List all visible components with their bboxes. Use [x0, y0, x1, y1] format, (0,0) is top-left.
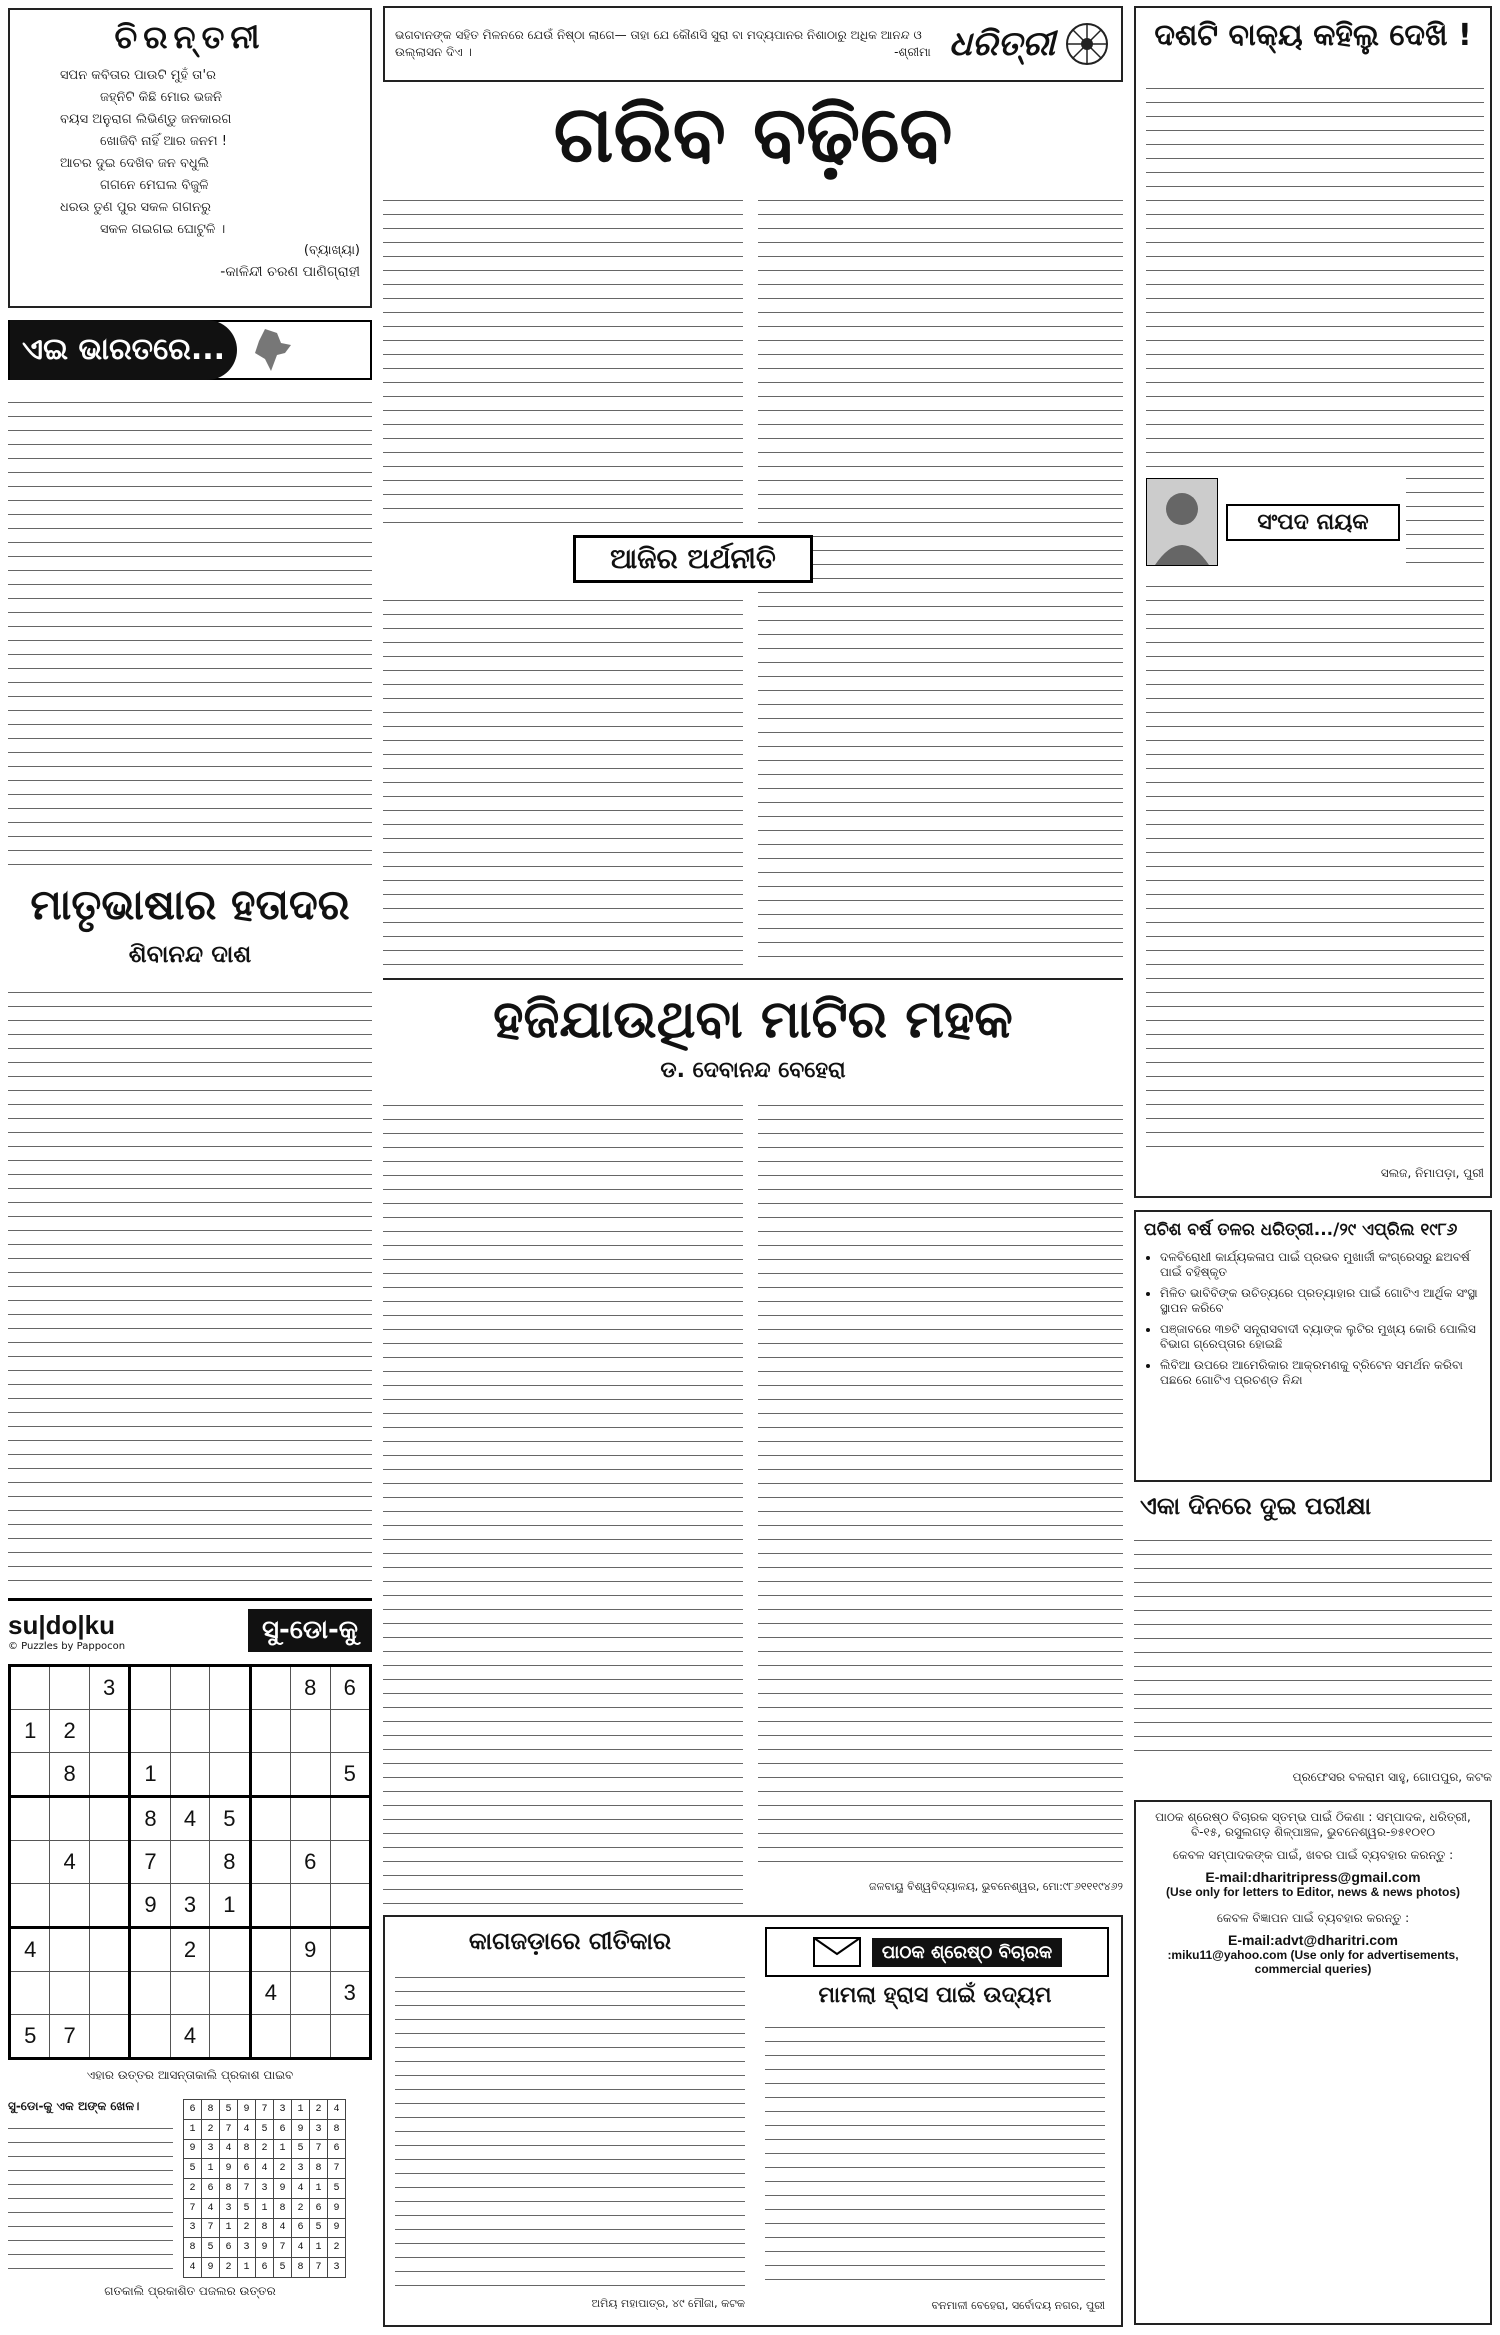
solution-cell: 8 [292, 2258, 310, 2278]
solution-cell: 3 [202, 2139, 220, 2159]
sudoku-cell[interactable] [330, 1884, 371, 1928]
solution-cell: 3 [220, 2198, 238, 2218]
right-article-b [1406, 468, 1484, 568]
india-article [8, 392, 372, 870]
column-badge: ଆଜିର ଅର୍ଥନୀତି [573, 535, 813, 583]
sudoku-cell[interactable] [170, 1753, 209, 1797]
solution-cell: 7 [238, 2179, 256, 2199]
solution-cell: 2 [310, 2100, 328, 2120]
sudoku-cell[interactable] [50, 1928, 89, 1972]
sudoku-cell[interactable] [170, 1841, 209, 1884]
feature-author: ଡ. ଦେବାନନ୍ଦ ବେହେରା [660, 1058, 846, 1083]
sudoku-cell[interactable] [250, 1797, 290, 1841]
sudoku-cell[interactable] [170, 1972, 209, 2015]
solution-cell: 5 [256, 2119, 274, 2139]
india-map-icon [245, 325, 295, 375]
sudoku-cell[interactable] [89, 1972, 129, 2015]
reader-title: ମାମଲା ହ୍ରାସ ପାଇଁ ଉଦ୍ୟମ [818, 1983, 1052, 2008]
poem-note: (ବ୍ୟାଖ୍ୟା) [303, 243, 360, 258]
sudoku-cell[interactable] [89, 1710, 129, 1753]
solution-cell: 2 [202, 2119, 220, 2139]
solution-cell: 6 [328, 2139, 346, 2159]
sudoku-cell[interactable] [250, 1884, 290, 1928]
letters-title: କାଗଜଡ଼ାରେ ଗୀତିକାର [468, 1927, 672, 1955]
solution-cell: 5 [274, 2258, 292, 2278]
solution-cell: 6 [220, 2238, 238, 2258]
solution-cell: 4 [274, 2218, 292, 2238]
solution-cell: 7 [274, 2238, 292, 2258]
sudoku-cell[interactable] [330, 1710, 371, 1753]
sudoku-cell[interactable]: 2 [170, 1928, 209, 1972]
sudoku-box [8, 1598, 372, 2331]
sudoku-cell[interactable]: 8 [50, 1753, 89, 1797]
solution-cell: 4 [202, 2198, 220, 2218]
sudoku-cell[interactable] [10, 1884, 50, 1928]
sudoku-cell[interactable]: 1 [210, 1884, 250, 1928]
solution-cell: 8 [274, 2198, 292, 2218]
feature-article-col2 [758, 1095, 1123, 1875]
sudoku-credit: © Puzzles by Pappocon [8, 1640, 126, 1652]
solution-cell: 7 [310, 2139, 328, 2159]
solution-cell: 7 [328, 2159, 346, 2179]
right-feature-box [1134, 6, 1492, 1198]
sudoku-cell[interactable]: 3 [170, 1884, 209, 1928]
history-item: • ମିଳିତ ଭାବିବିଙ୍କ ଉଚିତ୍ୟରେ ପ୍ରତ୍ୟାହାର ପାଇଁ ଗୋଟିଏ ଆର୍ଥିକ ସଂସ୍ଥା ସ୍ଥାପନ କରିବେ [1160, 1286, 1482, 1316]
right-title: ଦଶଟି ବାକ୍ୟ କହିଲୁ ଦେଖି ! [1154, 18, 1472, 53]
sudoku-cell[interactable] [330, 2015, 371, 2059]
solution-cell: 6 [274, 2119, 292, 2139]
solution-cell: 6 [292, 2218, 310, 2238]
sudoku-cell[interactable] [291, 1710, 330, 1753]
solution-cell: 1 [310, 2179, 328, 2199]
sudoku-cell[interactable] [50, 1797, 89, 1841]
solution-cell: 4 [256, 2159, 274, 2179]
email-ad-2[interactable]: :miku11@yahoo.com (Use only for advertisements, commercial queries) [1167, 1948, 1459, 1976]
email-editor-note: (Use only for letters to Editor, news & news photos) [1165, 1885, 1461, 1899]
solution-cell: 1 [292, 2100, 310, 2120]
sudoku-cell[interactable] [50, 1666, 89, 1710]
sudoku-cell[interactable]: 9 [291, 1928, 330, 1972]
sudoku-cell[interactable] [210, 1710, 250, 1753]
sudoku-cell[interactable] [250, 1666, 290, 1710]
sudoku-solution-grid [183, 2099, 346, 2278]
sudoku-cell[interactable]: 4 [170, 2015, 209, 2059]
sudoku-cell[interactable]: 8 [210, 1841, 250, 1884]
solution-cell: 8 [184, 2238, 202, 2258]
sudoku-cell[interactable] [250, 1928, 290, 1972]
sudoku-cell[interactable]: 3 [330, 1972, 371, 2015]
solution-cell: 9 [184, 2139, 202, 2159]
solution-cell: 8 [310, 2159, 328, 2179]
history-item: • ପଞ୍ଜାବରେ ୩୭ଟି ସନ୍ତ୍ରାସବାଦୀ ବ୍ୟାଙ୍କ ଲୁଟିର ମୁଖ୍ୟ କୋରି ପୋଲିସ ବିଭାଗ ଗ୍ରେପ୍ତାର ହୋଇଛି [1160, 1322, 1482, 1352]
solution-cell: 2 [184, 2179, 202, 2199]
solution-cell: 4 [238, 2119, 256, 2139]
reader-article [765, 2017, 1105, 2292]
solution-cell: 8 [328, 2119, 346, 2139]
sudoku-cell[interactable] [10, 1972, 50, 2015]
quote-author: -ଶ୍ରୀମା [894, 45, 931, 59]
sudoku-cell[interactable]: 5 [210, 1797, 250, 1841]
sudoku-cell[interactable]: 2 [50, 1710, 89, 1753]
left-column [8, 0, 372, 2335]
mother-author: ଶିବାନନ୍ଦ ଦାଶ [128, 940, 252, 968]
sudoku-cell[interactable]: 8 [130, 1797, 170, 1841]
sudoku-cell[interactable]: 4 [250, 1972, 290, 2015]
sudoku-cell[interactable] [10, 1666, 50, 1710]
history-title: ପଚିଶ ବର୍ଷ ତଳର ଧରିତ୍ରୀ.../୨୯ ଏପ୍ରିଲ ୧୯୮୬ [1144, 1220, 1458, 1240]
lead-article-col1b [383, 590, 743, 970]
sudoku-cell[interactable]: 4 [10, 1928, 50, 1972]
sudoku-cell[interactable] [89, 1753, 129, 1797]
solution-cell: 5 [202, 2238, 220, 2258]
sudoku-cell[interactable] [89, 1884, 129, 1928]
sudoku-cell[interactable] [291, 1972, 330, 2015]
ad-label: କେବଳ ବିଜ୍ଞାପନ ପାଇଁ ବ୍ୟବହାର କରନ୍ତୁ : [1216, 1911, 1410, 1925]
sudoku-cell[interactable] [130, 1666, 170, 1710]
sudoku-cell[interactable]: 8 [291, 1666, 330, 1710]
solution-cell: 5 [238, 2198, 256, 2218]
sun-wheel-icon [1063, 20, 1111, 68]
solution-cell: 9 [274, 2179, 292, 2199]
exam-article [1134, 1530, 1492, 1760]
solution-cell: 1 [184, 2119, 202, 2139]
sudoku-cell[interactable] [250, 1753, 290, 1797]
mother-article [8, 982, 372, 1582]
sudoku-cell[interactable] [250, 1710, 290, 1753]
solution-cell: 7 [310, 2258, 328, 2278]
sudoku-cell[interactable]: 4 [170, 1797, 209, 1841]
solution-cell: 9 [256, 2238, 274, 2258]
solution-cell: 9 [220, 2159, 238, 2179]
solution-cell: 4 [292, 2179, 310, 2199]
solution-cell: 3 [274, 2100, 292, 2120]
sudoku-cell[interactable] [89, 1797, 129, 1841]
sudoku-cell[interactable] [291, 1753, 330, 1797]
lead-article-col1 [383, 190, 743, 530]
sudoku-cell[interactable] [10, 1841, 50, 1884]
poem-lines [20, 65, 360, 241]
poem-box [8, 8, 372, 308]
sudoku-cell[interactable]: 3 [89, 1666, 129, 1710]
solution-cell: 9 [292, 2119, 310, 2139]
poem-line: ଜହ୍ନିଟି କିଛି ମୋର ଭଜନି [100, 90, 223, 105]
sudoku-caption: ଏହାର ଉତ୍ତର ଆସନ୍ତାକାଲି ପ୍ରକାଶ ପାଇବ [86, 2068, 294, 2082]
sudoku-rules-title: ସୁ-ଡୋ-କୁ ଏକ ଅଙ୍କ ଖେଳ। [8, 2099, 140, 2113]
sudoku-odia-title: ସୁ-ଡୋ-କୁ [248, 1609, 372, 1652]
sudoku-cell[interactable] [330, 1797, 371, 1841]
solution-cell: 3 [310, 2119, 328, 2139]
person-icon [1147, 479, 1217, 565]
contact-box [1134, 1800, 1492, 2325]
solution-cell: 4 [292, 2238, 310, 2258]
solution-cell: 2 [256, 2139, 274, 2159]
solution-cell: 5 [328, 2179, 346, 2199]
history-item: • ଲିବିଆ ଉପରେ ଆମେରିକାର ଆକ୍ରମଣକୁ ବ୍ରିଟେନ ସମର୍ଥନ କରିବା ପଛରେ ଗୋଟିଏ ପ୍ରଚଣ୍ଡ ନିନ୍ଦା [1160, 1358, 1482, 1388]
poem-line: ଧରଉ ତୁଣ ପୁର ସକଳ ଗଗନରୁ [60, 200, 211, 215]
solution-cell: 1 [238, 2258, 256, 2278]
solution-cell: 8 [238, 2139, 256, 2159]
poem-line: ଆଚର ଦୁଇ ଦେଖିବ ଜନ ବଧୁଲି [60, 156, 209, 171]
center-column [383, 0, 1123, 2335]
sudoku-cell[interactable] [89, 1928, 129, 1972]
quote-masthead-box [383, 6, 1123, 82]
poem-line: ସପନ କବିତାର ପାଉଟି ମୁହଁ ତା'ର [60, 68, 216, 83]
sudoku-cell[interactable] [10, 1797, 50, 1841]
exam-title: ଏକା ଦିନରେ ଦୁଇ ପରୀକ୍ଷା [1140, 1492, 1372, 1520]
poem-line: ଖୋଜିବି ନାହିଁ ଆର ଜନମ ! [100, 134, 227, 149]
solution-cell: 4 [220, 2139, 238, 2159]
sudoku-cell[interactable] [250, 1841, 290, 1884]
sudoku-footer: ଗତକାଲି ପ୍ରକାଶିତ ପଜଲର ଉତ୍ତର [104, 2284, 276, 2298]
poem-line: ସକଳ ଗଇଗଇ ଘୋଟୁଳି । [100, 222, 226, 237]
sudoku-brand: su|do|ku [8, 1609, 115, 1640]
history-list [1144, 1250, 1482, 1388]
solution-cell: 6 [256, 2258, 274, 2278]
reader-badge-box [765, 1927, 1109, 1977]
sudoku-cell[interactable] [210, 1928, 250, 1972]
solution-cell: 1 [256, 2198, 274, 2218]
top-quote: ଭଗବାନଙ୍କ ସହିତ ମିଳନରେ ଯେଉଁ ନିଷ୍ଠା ଲାଗେ— ତାହା ଯେ କୌଣସି ସୁରା ବା ମଦ୍ୟପାନର ନିଶାଠାରୁ ଅଧିକ ଆନନ୍ଦ ଓ ଉଲ୍ଲାସନ ଦିଏ । [395, 28, 922, 59]
solution-cell: 3 [328, 2258, 346, 2278]
india-title: ଏଇ ଭାରତରେ... [10, 320, 237, 380]
letters-author: ଅମିୟ ମହାପାତ୍ର, ୪୯ ମୌଜା, କଟକ [591, 2297, 745, 2310]
solution-cell: 7 [184, 2198, 202, 2218]
solution-cell: 5 [310, 2218, 328, 2238]
envelope-icon [812, 1936, 862, 1968]
solution-cell: 5 [220, 2100, 238, 2120]
india-banner [8, 320, 372, 380]
sudoku-cell[interactable] [210, 1972, 250, 2015]
sudoku-cell[interactable] [250, 2015, 290, 2059]
right-column [1134, 0, 1492, 2335]
solution-cell: 4 [184, 2258, 202, 2278]
solution-cell: 1 [274, 2139, 292, 2159]
sudoku-cell[interactable] [130, 2015, 170, 2059]
sudoku-cell[interactable]: 6 [291, 1841, 330, 1884]
sudoku-cell[interactable] [50, 1884, 89, 1928]
mother-title: ମାତୃଭାଷାର ହତାଦର [30, 880, 350, 929]
email-ad[interactable]: E-mail:advt@dharitri.com [1227, 1932, 1399, 1948]
sudoku-cell[interactable] [89, 1841, 129, 1884]
reader-author: ବନମାଳୀ ବେହେରା, ସର୍ବୋଦୟ ନଗର, ପୁରୀ [931, 2299, 1105, 2312]
solution-cell: 9 [328, 2198, 346, 2218]
sudoku-cell[interactable] [10, 1753, 50, 1797]
lead-title: ଗରିବ ବଢ଼ିବେ [553, 90, 953, 180]
sudoku-header [8, 1609, 372, 1652]
solution-cell: 7 [256, 2100, 274, 2120]
sudoku-cell[interactable]: 7 [50, 2015, 89, 2059]
history-box [1134, 1210, 1492, 1482]
solution-cell: 1 [220, 2218, 238, 2238]
poem-title: ଚିରନ୍ତନୀ [114, 18, 266, 56]
contact-email-label: କେବଳ ସମ୍ପାଦକଙ୍କ ପାଇଁ, ଖବର ପାଇଁ ବ୍ୟବହାର କରନ୍ତୁ : [1172, 1848, 1454, 1862]
solution-cell: 5 [292, 2139, 310, 2159]
sudoku-cell[interactable] [291, 1884, 330, 1928]
sudoku-cell[interactable] [330, 1841, 371, 1884]
sudoku-cell[interactable]: 5 [10, 2015, 50, 2059]
solution-cell: 6 [184, 2100, 202, 2120]
letters-box [383, 1915, 1123, 2327]
solution-cell: 7 [220, 2119, 238, 2139]
author-photo [1146, 478, 1218, 566]
solution-cell: 2 [292, 2198, 310, 2218]
sudoku-cell[interactable] [210, 1753, 250, 1797]
sudoku-cell[interactable] [170, 1710, 209, 1753]
right-article-c [1146, 576, 1484, 1156]
solution-cell: 8 [220, 2179, 238, 2199]
sudoku-cell[interactable] [291, 1797, 330, 1841]
solution-cell: 3 [292, 2159, 310, 2179]
solution-cell: 1 [310, 2238, 328, 2258]
solution-cell: 2 [328, 2238, 346, 2258]
sudoku-cell[interactable]: 6 [330, 1666, 371, 1710]
email-editor[interactable]: E-mail:dharitripress@gmail.com [1205, 1869, 1421, 1885]
sudoku-cell[interactable] [89, 2015, 129, 2059]
solution-cell: 5 [184, 2159, 202, 2179]
right-signoff: ସଲଜ, ନିମାପଡ଼ା, ପୁରୀ [1380, 1166, 1484, 1180]
sudoku-cell[interactable]: 1 [10, 1710, 50, 1753]
sudoku-cell[interactable] [50, 1972, 89, 2015]
sudoku-cell[interactable] [330, 1928, 371, 1972]
sudoku-cell[interactable] [291, 2015, 330, 2059]
sudoku-cell[interactable]: 4 [50, 1841, 89, 1884]
sudoku-cell[interactable] [130, 1710, 170, 1753]
feature-title: ହଜିଯାଉଥିବା ମାଟିର ମହକ [493, 990, 1013, 1050]
sudoku-cell[interactable] [130, 1928, 170, 1972]
solution-cell: 9 [328, 2218, 346, 2238]
history-item: • ଦଳବିରୋଧୀ କାର୍ଯ୍ୟକଳାପ ପାଇଁ ପ୍ରଭବ ମୁଖାର୍ଜୀ କଂଗ୍ରେସରୁ ଛଅବର୍ଷ ପାଇଁ ବହିଷ୍କୃତ [1160, 1250, 1482, 1280]
solution-cell: 2 [220, 2258, 238, 2278]
solution-cell: 6 [202, 2179, 220, 2199]
solution-cell: 6 [238, 2159, 256, 2179]
sudoku-cell[interactable] [210, 1666, 250, 1710]
feature-article-col1 [383, 1095, 743, 1905]
solution-cell: 2 [274, 2159, 292, 2179]
solution-cell: 7 [202, 2218, 220, 2238]
sudoku-grid[interactable] [8, 1664, 372, 2060]
solution-cell: 2 [238, 2218, 256, 2238]
solution-cell: 8 [202, 2100, 220, 2120]
solution-cell: 3 [238, 2238, 256, 2258]
sudoku-cell[interactable] [210, 2015, 250, 2059]
poem-line: ଗଗନେ ମେଘଲ ବିଜୁଳି [100, 178, 209, 193]
exam-author: ପ୍ରଫେସର ବଳରାମ ସାହୁ, ଗୋପପୁର, କଟକ [1292, 1770, 1492, 1784]
solution-cell: 9 [202, 2258, 220, 2278]
poem-line: ବୟସ ଅନୁରାଗ ଲିଭିଣ୍ଡୁ ଜନକାରଗ [60, 112, 232, 127]
solution-cell: 3 [256, 2179, 274, 2199]
solution-cell: 6 [310, 2198, 328, 2218]
sudoku-cell[interactable]: 7 [130, 1841, 170, 1884]
reader-badge: ପାଠକ ଶ୍ରେଷ୍ଠ ବିଚାରକ [872, 1938, 1062, 1967]
solution-cell: 8 [256, 2218, 274, 2238]
poem-author: -କାଳିନ୍ଦୀ ଚରଣ ପାଣିଗ୍ରାହୀ [220, 264, 360, 280]
sudoku-cell[interactable] [130, 1972, 170, 2015]
author-name: ସଂପଦ ନାୟକ [1226, 504, 1400, 541]
solution-cell: 3 [184, 2218, 202, 2238]
right-article-a [1146, 78, 1484, 468]
solution-cell: 9 [238, 2100, 256, 2120]
sudoku-cell[interactable]: 9 [130, 1884, 170, 1928]
sudoku-cell[interactable] [170, 1666, 209, 1710]
letters-article [395, 1967, 745, 2287]
sudoku-cell[interactable]: 5 [330, 1753, 371, 1797]
contact-intro: ପାଠକ ଶ୍ରେଷ୍ଠ ବିଚାରକ ସ୍ତମ୍ଭ ପାଇଁ ଠିକଣା : ସମ୍ପାଦକ, ଧରିତ୍ରୀ, ବି-୧୫, ରସୁଲଗଡ଼ ଶିଳ୍ପାଞ୍ଚଳ, ଭୁବନେଶ୍ୱର-୭୫୧୦୧୦ [1155, 1810, 1471, 1839]
sudoku-rules [8, 2118, 173, 2278]
feature-footer: ଜଳବାୟୁ ବିଶ୍ୱବିଦ୍ୟାଳୟ, ଭୁବନେଶ୍ୱର, ମୋ:୯୮୬୧୧୧୯୪୬୨ [868, 1880, 1123, 1893]
solution-cell: 1 [202, 2159, 220, 2179]
solution-cell: 4 [328, 2100, 346, 2120]
sudoku-cell[interactable]: 1 [130, 1753, 170, 1797]
masthead: ଧରିତ୍ରୀ [948, 24, 1055, 64]
